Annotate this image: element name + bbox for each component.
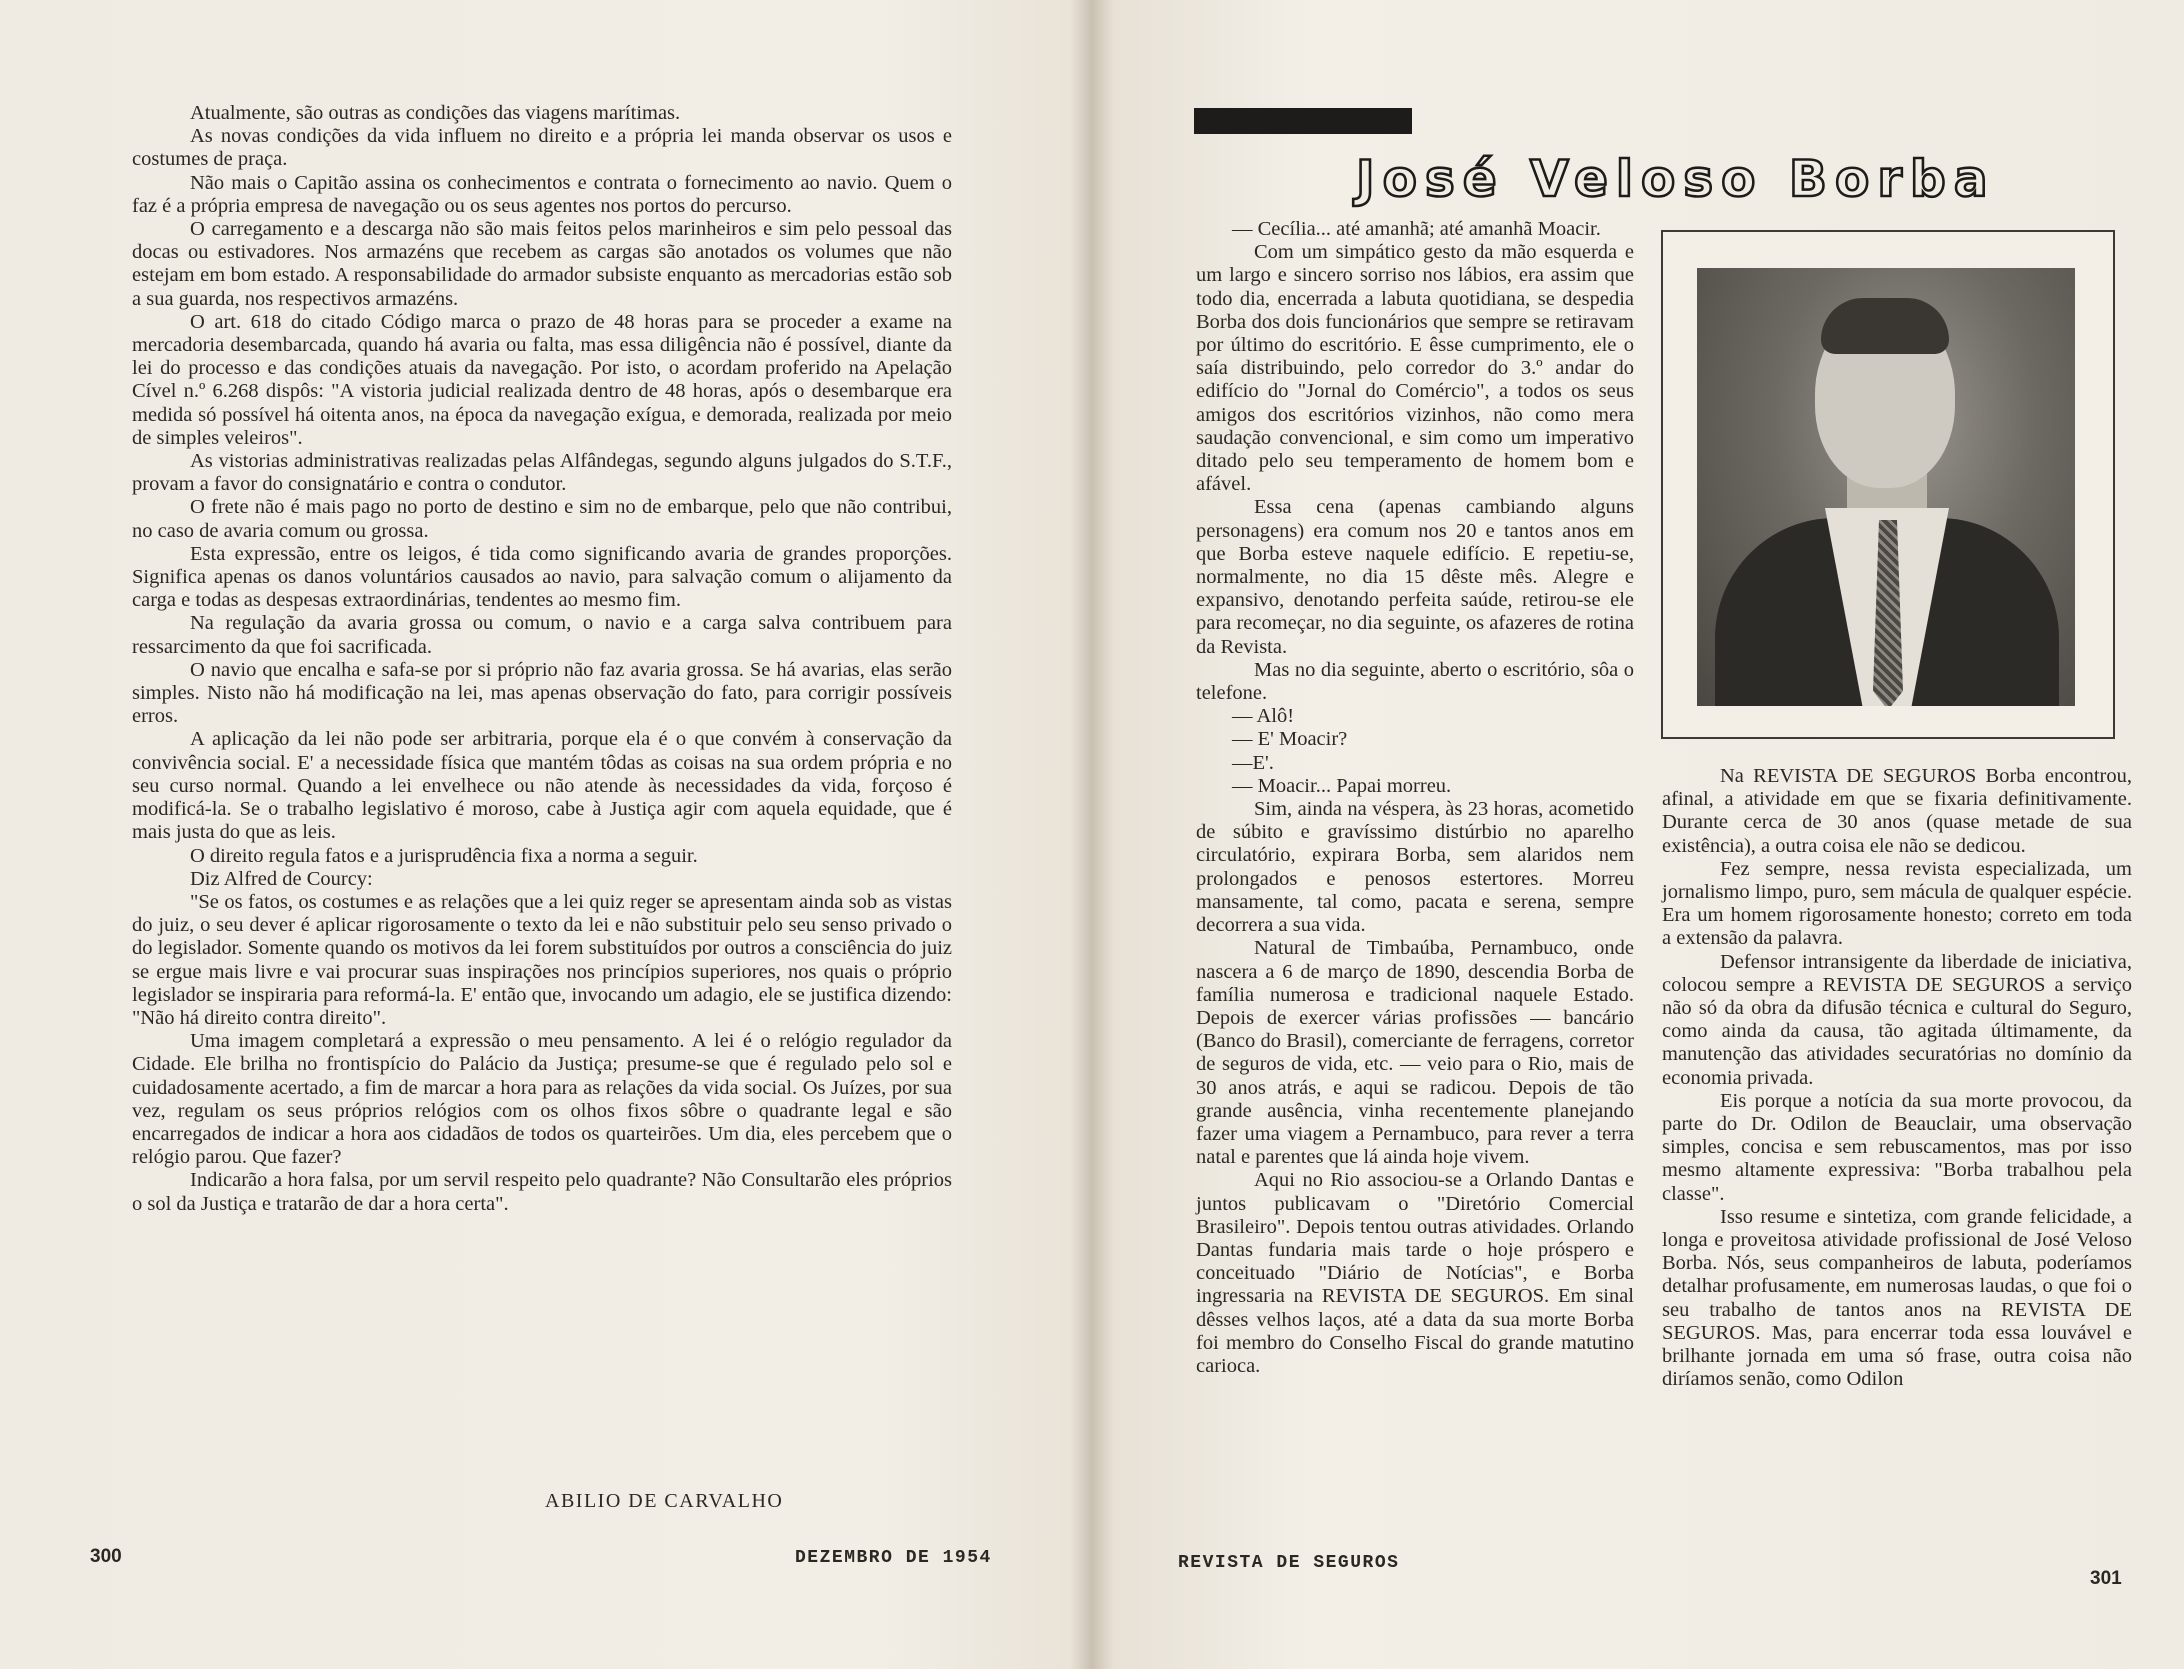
paragraph: Eis porque a notícia da sua morte provocou, da parte do Dr. Odilon de Beauclair, uma observação simples, concisa e sem rebuscamentos, mas por isso mesmo altamente expressiva: "Borba trabalhou pela classe". bbox=[1662, 1089, 2132, 1205]
dialog-line: —E'. bbox=[1232, 751, 1274, 774]
author-signature: ABILIO DE CARVALHO bbox=[545, 1490, 784, 1512]
dialog-line: — Moacir... Papai morreu. bbox=[1232, 774, 1452, 797]
left-page bbox=[0, 0, 1090, 1669]
right-page bbox=[1094, 0, 2184, 1669]
paragraph: Diz Alfred de Courcy: bbox=[190, 867, 373, 890]
dialog-line: — Alô! bbox=[1232, 705, 1295, 728]
page-number-left: 300 bbox=[90, 1546, 122, 1567]
title-decoration-bar bbox=[1194, 108, 1412, 134]
issue-date-footer: DEZEMBRO DE 1954 bbox=[795, 1548, 992, 1568]
paragraph: Uma imagem completará a expressão o meu pensamento. A lei é o relógio regulador da Cidade. Ele brilha no frontispício do Palácio da Justiça; presume-se que é regulado pelo sol e cuidadosamente acertado, a fim de marcar a hora para as relações da vida social. Os Juízes, por sua vez, regulam os seus próprios relógios com os olhos fixos sôbre o quadrante legal e são encarregados de indicar a hora aos cidadãos de todos os quarteirões. Um dia, eles percebem que o relógio parou. Que fazer? bbox=[132, 1030, 952, 1169]
paragraph: A aplicação da lei não pode ser arbitraria, porque ela é o que convém à conservação da convivência social. E' a necessidade física que mantém tôdas as coisas na sua ordem própria e no seu curso normal. Quando a lei envelhece ou não atende às necessidades da vida, forçoso é modificá-la. Se o trabalho legislativo é moroso, cabe à Justiça agir com aquela equidade, que é mais justa do que as leis. bbox=[132, 728, 952, 844]
paragraph: As vistorias administrativas realizadas pelas Alfândegas, segundo alguns julgados do S.T.F., provam a favor do consignatário e contra o condutor. bbox=[132, 450, 952, 496]
paragraph: O navio que encalha e safa-se por si próprio não faz avaria grossa. Se há avarias, elas serão simples. Nisto não há modificação na lei, mas apenas observação do fato, para corrigir possíveis erros. bbox=[132, 658, 952, 728]
paragraph: Isso resume e sintetiza, com grande felicidade, a longa e proveitosa atividade profissional de José Veloso Borba. Nós, seus companheiros de labuta, poderíamos detalhar profusamente, em numerosas laudas, o que foi o seu trabalho de tantos anos na REVISTA DE SEGUROS. Mas, para encerrar toda essa louvável e brilhante jornada em uma só frase, outra coisa não diríamos senão, como Odilon bbox=[1662, 1205, 2132, 1391]
paragraph: Mas no dia seguinte, aberto o escritório, sôa o telefone. bbox=[1196, 658, 1634, 705]
paragraph: As novas condições da vida influem no direito e a própria lei manda observar os usos e costumes de praça. bbox=[132, 125, 952, 171]
page-number-right: 301 bbox=[2090, 1568, 2122, 1589]
paragraph: Não mais o Capitão assina os conhecimentos e contrata o fornecimento ao navio. Quem o faz é a própria empresa de navegação ou os seus agentes nos portos do percurso. bbox=[132, 171, 952, 217]
paragraph: Defensor intransigente da liberdade de iniciativa, colocou sempre a REVISTA DE SEGUROS a serviço não só da obra da difusão técnica e cultural do Seguro, como ainda da causa, tão agitada últimamente, da manutenção das atividades securatórias no domínio da economia privada. bbox=[1662, 950, 2132, 1089]
portrait-frame bbox=[1661, 230, 2115, 739]
paragraph: Na REVISTA DE SEGUROS Borba encontrou, afinal, a atividade em que se fixaria definitivamente. Durante cerca de 30 anos (quase metade de sua existência), a outra coisa ele não se dedicou. bbox=[1662, 765, 2132, 857]
right-column-1 bbox=[1196, 218, 1634, 1378]
paragraph: Natural de Timbaúba, Pernambuco, onde nascera a 6 de março de 1890, descendia Borba de família numerosa e tradicional naquele Estado. Depois de exercer várias profissões — bancário (Banco do Brasil), comerciante de ferragens, corretor de seguros de vida, etc. — veio para o Rio, mais de 30 anos atrás, e aqui se radicou. Depois de tão grande ausência, vinha recentemente planejando fazer uma viagem a Pernambuco, para rever a terra natal e parentes que lá ainda hoje vivem. bbox=[1196, 937, 1634, 1169]
paragraph: Com um simpático gesto da mão esquerda e um largo e sincero sorriso nos lábios, era assim que todo dia, encerrada a labuta quotidiana, se despedia Borba dos dois funcionários que sempre se retiravam por último do escritório. E êsse cumprimento, ele o saía distribuindo, pelo corredor do 3.º andar do edifício do "Jornal do Comércio", a todos os seus amigos dos escritórios vizinhos, não como mera saudação convencional, e sim como um imperativo ditado pelo seu temperamento de homem bom e afável. bbox=[1196, 241, 1634, 496]
paragraph: Na regulação da avaria grossa ou comum, o navio e a carga salva contribuem para ressarcimento da que foi sacrificada. bbox=[132, 612, 952, 658]
paragraph: Aqui no Rio associou-se a Orlando Dantas e juntos publicavam o "Diretório Comercial Brasileiro". Depois tentou outras atividades. Orlando Dantas fundaria mais tarde o hoje próspero e conceituado "Diário de Notícias", e Borba ingressaria na REVISTA DE SEGUROS. Em sinal dêsses velhos laços, até a data da sua morte Borba foi membro do Conselho Fiscal do grande matutino carioca. bbox=[1196, 1169, 1634, 1377]
portrait-hair bbox=[1821, 298, 1949, 354]
paragraph: Atualmente, são outras as condições das viagens marítimas. bbox=[190, 102, 681, 124]
paragraph: Indicarão a hora falsa, por um servil respeito pelo quadrante? Não Consultarão eles próprios o sol da Justiça e tratarão de dar a hora certa". bbox=[132, 1169, 952, 1215]
portrait-photo bbox=[1697, 268, 2075, 706]
paragraph: O carregamento e a descarga não são mais feitos pelos marinheiros e sim pelo pessoal das docas ou estivadores. Nos armazéns que recebem as cargas são anotados os volumes que não estejam em bom estado. A responsabilidade do armador subsiste enquanto as mercadorias estão sob a sua guarda, nos respectivos armazéns. bbox=[132, 218, 952, 310]
article-headline: José Veloso Borba bbox=[1356, 150, 1996, 208]
paragraph: Fez sempre, nessa revista especializada, um jornalismo limpo, puro, sem mácula de qualquer espécie. Era um homem rigorosamente honesto; correto em toda a extensão da palavra. bbox=[1662, 857, 2132, 950]
paragraph: — Cecília... até amanhã; até amanhã Moacir. bbox=[1232, 218, 1601, 240]
paragraph: Esta expressão, entre os leigos, é tida como significando avaria de grandes proporções. Significa apenas os danos voluntários causados ao navio, para salvação comum o alijamento da carga e todas as despesas extraordinárias, tendentes ao mesmo fim. bbox=[132, 542, 952, 612]
paragraph: O frete não é mais pago no porto de destino e sim no de embarque, pelo que não contribui, no caso de avaria comum ou grossa. bbox=[132, 496, 952, 542]
magazine-name-footer: REVISTA DE SEGUROS bbox=[1178, 1553, 1400, 1573]
paragraph: O art. 618 do citado Código marca o prazo de 48 horas para se proceder a exame na mercadoria desembarcada, quando há avaria ou falta, mas essa diligência não é possível, diante da lei do processo e das condições atuais da navegação. Por isto, o acordam proferido na Apelação Cível n.º 6.268 dispôs: "A vistoria judicial realizada dentro de 48 horas, após o desembarque era medida só possível há oitenta anos, na época da navegação exígua, e demorada, realizada por meio de simples veleiros". bbox=[132, 310, 952, 449]
paragraph: "Se os fatos, os costumes e as relações que a lei quiz reger se apresentam ainda sob as vistas do juiz, o seu dever é aplicar rigorosamente o texto da lei e não substituir pelo seu senso privado o do legislador. Somente quando os motivos da lei forem substituídos por outros a consciência do juiz se ergue mais livre e vai procurar suas inspirações nos princípios superiores, nos quais o próprio legislador se inspiraria para reformá-la. E' então que, invocando um adagio, ele se justifica dizendo: "Não há direito contra direito". bbox=[132, 890, 952, 1029]
paragraph: Sim, ainda na véspera, às 23 horas, acometido de súbito e gravíssimo distúrbio no aparelho circulatório, expirara Borba, sem alaridos nem prolongados e penosos estertores. Morreu mansamente, tal como, pacata e serena, sempre decorrera a sua vida. bbox=[1196, 798, 1634, 937]
paragraph: Essa cena (apenas cambiando alguns personagens) era comum nos 20 e tantos anos em que Borba esteve naquele edifício. E repetiu-se, normalmente, no dia 15 dêste mês. Alegre e expansivo, denotando perfeita saúde, retirou-se ele para recomeçar, no dia seguinte, os afazeres de rotina da Revista. bbox=[1196, 496, 1634, 658]
left-article-body bbox=[132, 102, 952, 1216]
right-column-2 bbox=[1662, 765, 2132, 1391]
dialog-line: — E' Moacir? bbox=[1232, 728, 1348, 751]
paragraph: O direito regula fatos e a jurisprudência fixa a norma a seguir. bbox=[190, 844, 698, 867]
